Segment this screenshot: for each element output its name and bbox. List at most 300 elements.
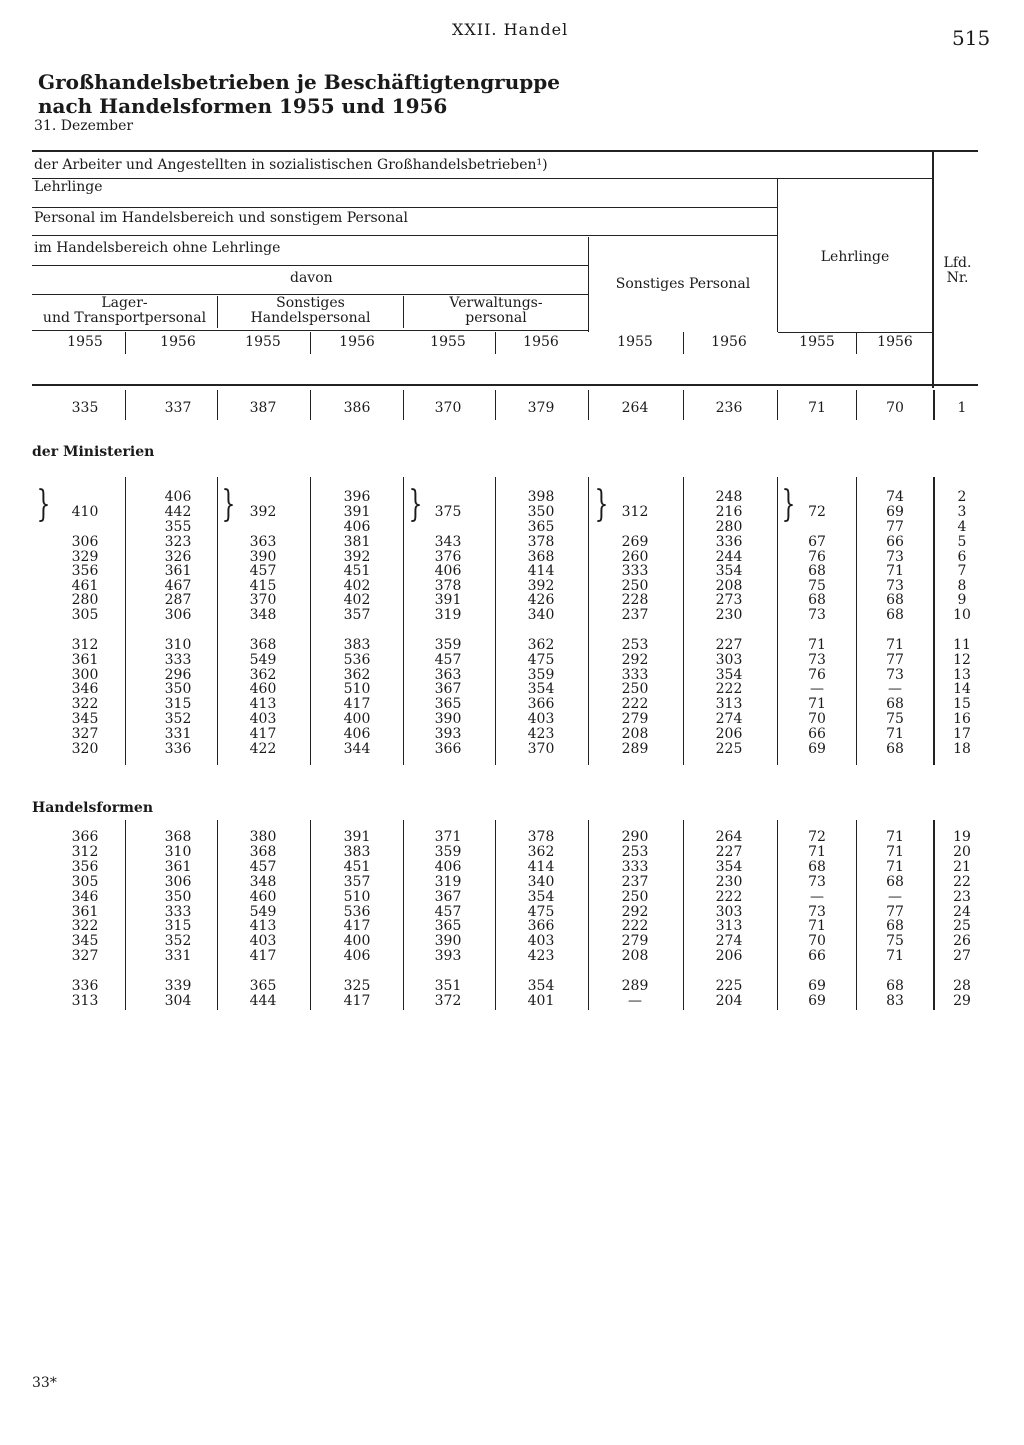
group-brace: } [781,484,796,525]
table-cell: 406 [434,859,462,875]
column-rule [856,820,857,1010]
header-level-4: im Handelsbereich ohne Lehrlinge [34,240,281,256]
table-cell: 383 [343,844,371,860]
table-cell: 230 [715,874,743,890]
table-cell: 461 [71,578,99,594]
header-year: 1955 [617,334,653,350]
table-cell: 319 [434,874,462,890]
table-cell: 393 [434,726,462,742]
table-cell: 460 [249,681,277,697]
table-cell: 406 [164,489,192,505]
column-rule [777,477,778,765]
table-cell: 362 [527,637,555,653]
column-rule [310,820,311,1010]
table-cell: 362 [343,667,371,683]
table-cell: 305 [71,874,99,890]
table-cell: 457 [434,652,462,668]
table-cell: 413 [249,918,277,934]
header-rule [32,235,777,236]
table-cell: 510 [343,681,371,697]
table-cell: 390 [434,933,462,949]
table-cell: 279 [621,933,649,949]
row-number: 16 [953,711,971,727]
row-number: 9 [957,592,967,608]
row-number: 28 [953,978,971,994]
table-cell: 460 [249,889,277,905]
table-cell: 77 [886,904,904,920]
table-cell: 273 [715,592,743,608]
table-cell: 287 [164,592,192,608]
table-cell: 444 [249,993,277,1009]
table-cell: 336 [71,978,99,994]
column-rule [217,390,218,420]
table-cell: 71 [886,829,904,845]
table-cell: 396 [343,489,371,505]
table-cell: 352 [164,933,192,949]
table-cell: 390 [249,549,277,565]
table-cell: 313 [715,918,743,934]
table-cell: — [888,681,902,697]
table-cell: 362 [249,667,277,683]
table-cell: 371 [434,829,462,845]
table-cell: 361 [164,859,192,875]
table-cell: 368 [164,829,192,845]
table-cell: 77 [886,519,904,535]
header-year: 1956 [711,334,747,350]
header-rule [32,330,588,331]
table-cell: 71 [808,637,826,653]
table-cell: 253 [621,637,649,653]
table-cell: 73 [808,904,826,920]
table-cell: 333 [164,904,192,920]
table-cell: 475 [527,904,555,920]
table-cell: 70 [886,400,904,416]
table-cell: 71 [886,637,904,653]
table-cell: 236 [715,400,743,416]
table-cell: 289 [621,978,649,994]
table-cell: 333 [621,667,649,683]
table-cell: 222 [715,889,743,905]
table-cell: 378 [527,534,555,550]
table-cell: 422 [249,741,277,757]
group-brace: } [408,484,423,525]
header-col-verwaltung-line-1: Verwaltungs- [449,295,543,311]
column-rule [495,390,496,420]
header-year: 1956 [523,334,559,350]
header-col-verwaltung [404,296,588,326]
table-cell: 73 [886,667,904,683]
table-cell: 68 [886,607,904,623]
group-brace: } [36,484,51,525]
table-cell: 279 [621,711,649,727]
table-cell: 357 [343,874,371,890]
table-cell: 387 [249,400,277,416]
lfd-column-rule [933,477,935,765]
table-cell: 400 [343,711,371,727]
row-number: 1 [957,400,967,416]
table-cell: 228 [621,592,649,608]
table-cell: 76 [808,667,826,683]
table-cell: 325 [343,978,371,994]
table-cell: 310 [164,637,192,653]
table-cell: 406 [343,726,371,742]
table-cell: 250 [621,889,649,905]
table-cell: 248 [715,489,743,505]
table-cell: 357 [343,607,371,623]
column-rule [856,477,857,765]
table-cell: 346 [71,681,99,697]
table-cell: 406 [434,563,462,579]
table-cell: 75 [808,578,826,594]
table-cell: 417 [343,696,371,712]
table-cell: 296 [164,667,192,683]
group-brace: } [594,484,609,525]
table-cell: 331 [164,726,192,742]
header-year: 1955 [430,334,466,350]
table-cell: 313 [71,993,99,1009]
header-year: 1955 [67,334,103,350]
column-rule [777,820,778,1010]
table-cell: 354 [527,681,555,697]
table-cell: 414 [527,563,555,579]
table-cell: 359 [434,637,462,653]
table-cell: 361 [164,563,192,579]
row-number: 24 [953,904,971,920]
column-rule [588,820,589,1010]
table-cell: 274 [715,711,743,727]
table-cell: 269 [621,534,649,550]
header-top-rule [32,150,978,152]
column-rule [403,390,404,420]
table-cell: 426 [527,592,555,608]
table-cell: 335 [71,400,99,416]
table-cell: 304 [164,993,192,1009]
table-cell: 71 [808,844,826,860]
table-cell: 375 [434,504,462,520]
header-col-sonstiges-handel-line-2: Handelspersonal [250,310,371,326]
table-cell: 71 [886,948,904,964]
column-rule [588,477,589,765]
table-cell: 67 [808,534,826,550]
table-cell: 327 [71,726,99,742]
table-cell: 68 [886,978,904,994]
table-cell: 253 [621,844,649,860]
header-col-verwaltung-line-2: personal [465,310,527,326]
table-cell: — [628,993,642,1009]
table-cell: 391 [343,829,371,845]
table-cell: 274 [715,933,743,949]
table-cell: 83 [886,993,904,1009]
table-cell: 68 [886,592,904,608]
table-cell: 73 [808,607,826,623]
table-cell: 237 [621,607,649,623]
table-cell: 68 [808,563,826,579]
table-cell: 77 [886,652,904,668]
table-cell: 69 [808,978,826,994]
table-cell: 290 [621,829,649,845]
footer-mark: 33* [32,1375,57,1391]
row-number: 13 [953,667,971,683]
row-number: 26 [953,933,971,949]
table-cell: 69 [886,504,904,520]
table-cell: 350 [164,889,192,905]
table-cell: 264 [621,400,649,416]
lfd-column-rule [933,390,935,420]
table-cell: 378 [527,829,555,845]
table-cell: 73 [886,578,904,594]
table-cell: 68 [808,859,826,875]
column-rule [125,820,126,1010]
table-cell: 390 [434,711,462,727]
header-year: 1956 [877,334,913,350]
table-cell: 315 [164,918,192,934]
header-year: 1955 [799,334,835,350]
table-cell: 379 [527,400,555,416]
table-cell: 368 [527,549,555,565]
table-cell: 264 [715,829,743,845]
column-rule [125,477,126,765]
table-cell: 356 [71,563,99,579]
table-cell: 368 [249,844,277,860]
table-cell: 292 [621,904,649,920]
table-cell: 410 [71,504,99,520]
table-cell: 337 [164,400,192,416]
table-cell: 370 [527,741,555,757]
table-cell: 378 [434,578,462,594]
header-year: 1956 [160,334,196,350]
column-rule [217,820,218,1010]
table-cell: 222 [621,696,649,712]
header-col-lfd-nr [935,256,980,286]
table-cell: — [888,889,902,905]
table-cell: 72 [808,504,826,520]
table-cell: 423 [527,948,555,964]
table-cell: 366 [527,918,555,934]
table-cell: 68 [808,592,826,608]
row-number: 8 [957,578,967,594]
table-cell: 323 [164,534,192,550]
table-cell: 68 [886,696,904,712]
table-cell: 354 [527,889,555,905]
table-cell: 73 [808,652,826,668]
table-cell: 69 [808,993,826,1009]
table-cell: 303 [715,904,743,920]
table-cell: 457 [434,904,462,920]
table-cell: 73 [886,549,904,565]
row-number: 4 [957,519,967,535]
table-cell: 381 [343,534,371,550]
table-cell: 536 [343,652,371,668]
table-cell: 406 [343,519,371,535]
row-number: 27 [953,948,971,964]
column-rule [856,390,857,420]
table-cell: 74 [886,489,904,505]
table-cell: 362 [527,844,555,860]
table-cell: 336 [715,534,743,550]
table-cell: 392 [343,549,371,565]
table-cell: 402 [343,592,371,608]
table-cell: 66 [808,726,826,742]
table-cell: 305 [71,607,99,623]
table-cell: 380 [249,829,277,845]
table-cell: 354 [715,667,743,683]
table-cell: 326 [164,549,192,565]
table-cell: 365 [527,519,555,535]
table-cell: 391 [343,504,371,520]
table-cell: 350 [527,504,555,520]
header-bottom-rule [32,384,978,386]
table-cell: 340 [527,874,555,890]
header-col-lfd-line-1: Lfd. [943,255,972,271]
table-cell: 227 [715,844,743,860]
table-cell: 403 [527,711,555,727]
table-cell: 356 [71,859,99,875]
table-cell: 467 [164,578,192,594]
table-cell: 72 [808,829,826,845]
table-cell: 406 [343,948,371,964]
table-cell: 370 [434,400,462,416]
header-rule [778,332,932,333]
header-col-lager-line-1: Lager- [101,295,148,311]
table-cell: 76 [808,549,826,565]
table-cell: 403 [249,711,277,727]
column-rule [683,477,684,765]
header-col-sonstiges-handel [218,296,403,326]
running-head: XXII. Handel [452,20,569,39]
row-number: 10 [953,607,971,623]
row-number: 19 [953,829,971,845]
table-cell: 403 [249,933,277,949]
table-cell: 289 [621,741,649,757]
row-number: 18 [953,741,971,757]
table-cell: 206 [715,948,743,964]
table-cell: 365 [434,918,462,934]
table-cell: 475 [527,652,555,668]
table-cell: 315 [164,696,192,712]
table-cell: 319 [434,607,462,623]
table-cell: 75 [886,933,904,949]
table-cell: 398 [527,489,555,505]
table-cell: 71 [808,400,826,416]
table-cell: 333 [164,652,192,668]
row-number: 23 [953,889,971,905]
table-cell: 225 [715,978,743,994]
section-title-ministerien: der Ministerien [32,444,155,460]
table-cell: 536 [343,904,371,920]
table-cell: 366 [527,696,555,712]
table-cell: 361 [71,904,99,920]
header-level-2: Lehrlinge [34,179,103,195]
table-cell: 355 [164,519,192,535]
table-cell: 392 [527,578,555,594]
column-rule [495,477,496,765]
table-cell: 71 [886,726,904,742]
row-number: 5 [957,534,967,550]
header-col-sonstiges-handel-line-1: Sonstiges [276,295,345,311]
table-cell: 423 [527,726,555,742]
table-cell: 230 [715,607,743,623]
row-number: 22 [953,874,971,890]
column-rule [125,390,126,420]
table-cell: 208 [715,578,743,594]
table-cell: 204 [715,993,743,1009]
table-cell: 322 [71,918,99,934]
table-cell: 365 [434,696,462,712]
table-cell: 227 [715,637,743,653]
table-cell: 383 [343,637,371,653]
table-cell: 345 [71,933,99,949]
table-cell: 300 [71,667,99,683]
table-cell: 368 [249,637,277,653]
row-number: 6 [957,549,967,565]
table-cell: 340 [527,607,555,623]
table-cell: 401 [527,993,555,1009]
table-cell: 71 [808,696,826,712]
table-cell: 376 [434,549,462,565]
row-number: 29 [953,993,971,1009]
table-cell: 415 [249,578,277,594]
table-cell: 366 [71,829,99,845]
table-cell: 359 [527,667,555,683]
table-cell: 386 [343,400,371,416]
section-title-handelsformen: Handelsformen [32,800,154,816]
table-cell: 71 [886,859,904,875]
header-level-3: Personal im Handelsbereich und sonstigem Personal [34,210,408,226]
header-col-lehrlinge: Lehrlinge [820,249,890,265]
column-rule [683,820,684,1010]
table-cell: 372 [434,993,462,1009]
table-subtitle: 31. Dezember [34,118,134,134]
table-cell: 306 [164,874,192,890]
year-separator [495,332,496,354]
table-cell: 451 [343,859,371,875]
group-brace: } [221,484,236,525]
row-number: 25 [953,918,971,934]
table-cell: 208 [621,948,649,964]
header-col-lfd-line-2: Nr. [946,270,969,286]
table-cell: 303 [715,652,743,668]
year-separator [310,332,311,354]
table-cell: 391 [434,592,462,608]
table-title-line-1: Großhandelsbetrieben je Beschäftigtengruppe [38,70,560,94]
table-cell: 403 [527,933,555,949]
table-cell: — [810,889,824,905]
table-cell: 225 [715,741,743,757]
table-cell: 68 [886,741,904,757]
header-rule [32,178,932,179]
table-cell: 339 [164,978,192,994]
table-cell: 400 [343,933,371,949]
header-rule [32,265,588,266]
table-cell: 417 [249,948,277,964]
row-number: 15 [953,696,971,712]
table-cell: 343 [434,534,462,550]
table-cell: 250 [621,578,649,594]
table-cell: 549 [249,652,277,668]
table-cell: 346 [71,889,99,905]
table-cell: 222 [621,918,649,934]
table-cell: 417 [249,726,277,742]
row-number: 17 [953,726,971,742]
table-cell: 457 [249,859,277,875]
column-rule [495,820,496,1010]
table-cell: — [810,681,824,697]
table-cell: 359 [434,844,462,860]
table-cell: 344 [343,741,371,757]
table-cell: 292 [621,652,649,668]
column-rule [310,390,311,420]
table-cell: 457 [249,563,277,579]
